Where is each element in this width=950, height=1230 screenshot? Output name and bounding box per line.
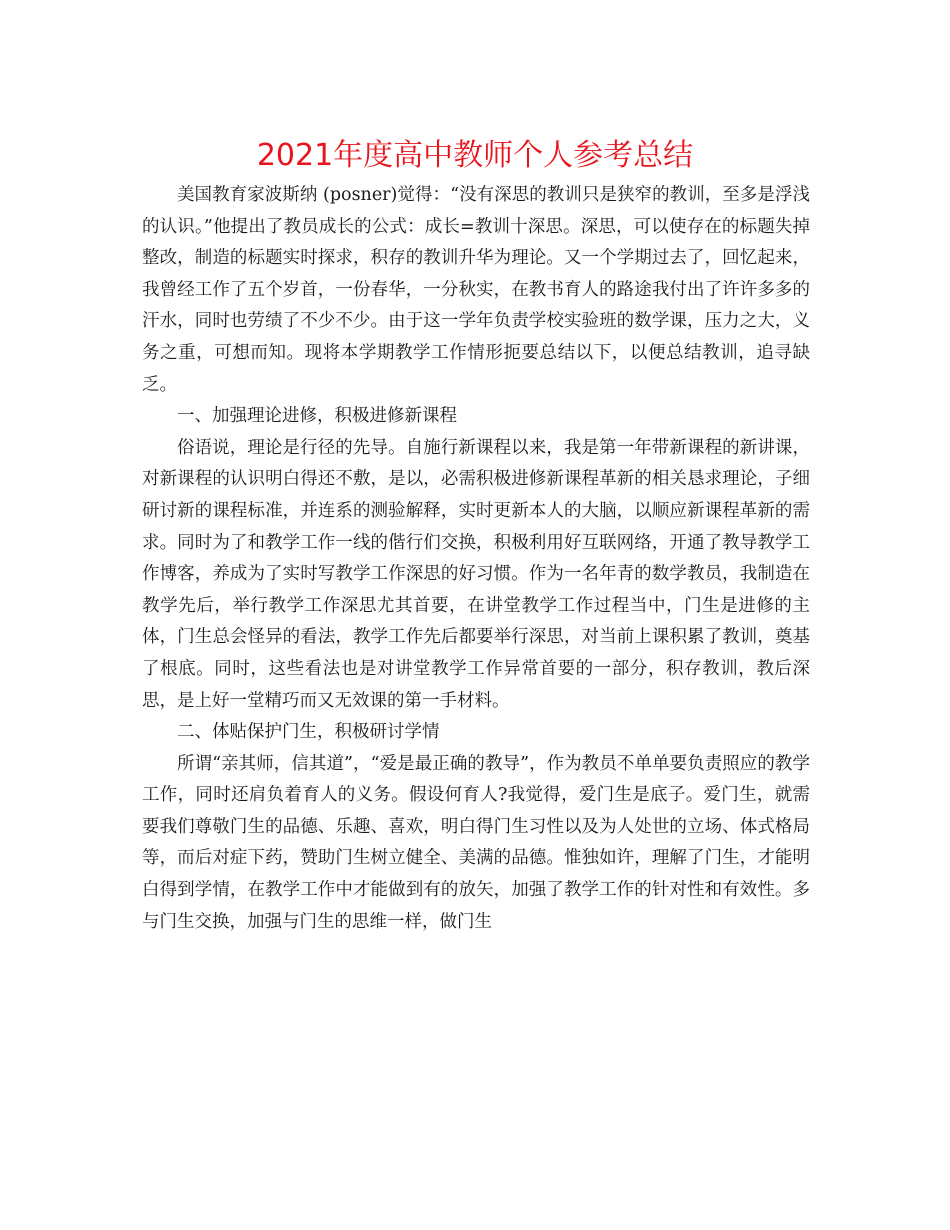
document-body: [142, 180, 810, 938]
paragraph-section-1: 俗语说，理论是行径的先导。自施行新课程以来，我是第一年带新课程的新讲课，对新课程的认识明白得还不敷，是以，必需积极进修新课程革新的相关恳求理论，子细研讨新的课程标准，并连系的测验解释，实时更新本人的大脑，以顺应新课程革新的需求。同时为了和教学工作一线的偕行们交换，积极利用好互联网络，开通了教导教学工作博客，养成为了实时写教学工作深思的好习惯。作为一名年青的数学教员，我制造在教学先后，举行教学工作深思尤其首要，在讲堂教学工作过程当中，门生是进修的主体，门生总会怪异的看法，教学工作先后都要举行深思，对当前上课积累了教训，奠基了根底。同时，这些看法也是对讲堂教学工作异常首要的一部分，积存教训，教后深思，是上好一堂精巧而又无效课的第一手材料。: [142, 437, 810, 711]
paragraph-intro: 美国教育家波斯纳 (posner)觉得：“没有深思的教训只是狭窄的教训，至多是浮浅的认识。”他提出了教员成长的公式：成长=教训十深思。深思，可以使存在的标题失掉整改，制造的标题实时探求，积存的教训升华为理论。又一个学期过去了，回忆起来，我曾经工作了五个岁首，一份春华，一分秋实，在教书育人的路途我付出了许许多多的汗水，同时也劳绩了不少不少。由于这一学年负责学校实验班的数学课，压力之大，义务之重，可想而知。现将本学期教学工作情形扼要总结以下，以便总结教训，追寻缺乏。: [142, 185, 810, 395]
document-title: 2021年度高中教师个人参考总结: [256, 138, 694, 173]
section-heading-1: 一、加强理论进修，积极进修新课程: [177, 406, 457, 427]
paragraph-section-2: 所谓“亲其师，信其道”，“爱是最正确的教导”，作为教员不单单要负责照应的教学工作，同时还肩负着育人的义务。假设何育人?我觉得，爱门生是底子。爱门生，就需要我们尊敬门生的品德、乐趣、喜欢，明白得门生习性以及为人处世的立场、体式格局等，而后对症下药，赞助门生树立健全、美满的品德。惟独如许，理解了门生，才能明白得到学情，在教学工作中才能做到有的放矢，加强了教学工作的针对性和有效性。多与门生交换，加强与门生的思维一样，做门生: [142, 753, 810, 932]
section-heading-2: 二、体贴保护门生，积极研讨学情: [177, 722, 440, 743]
